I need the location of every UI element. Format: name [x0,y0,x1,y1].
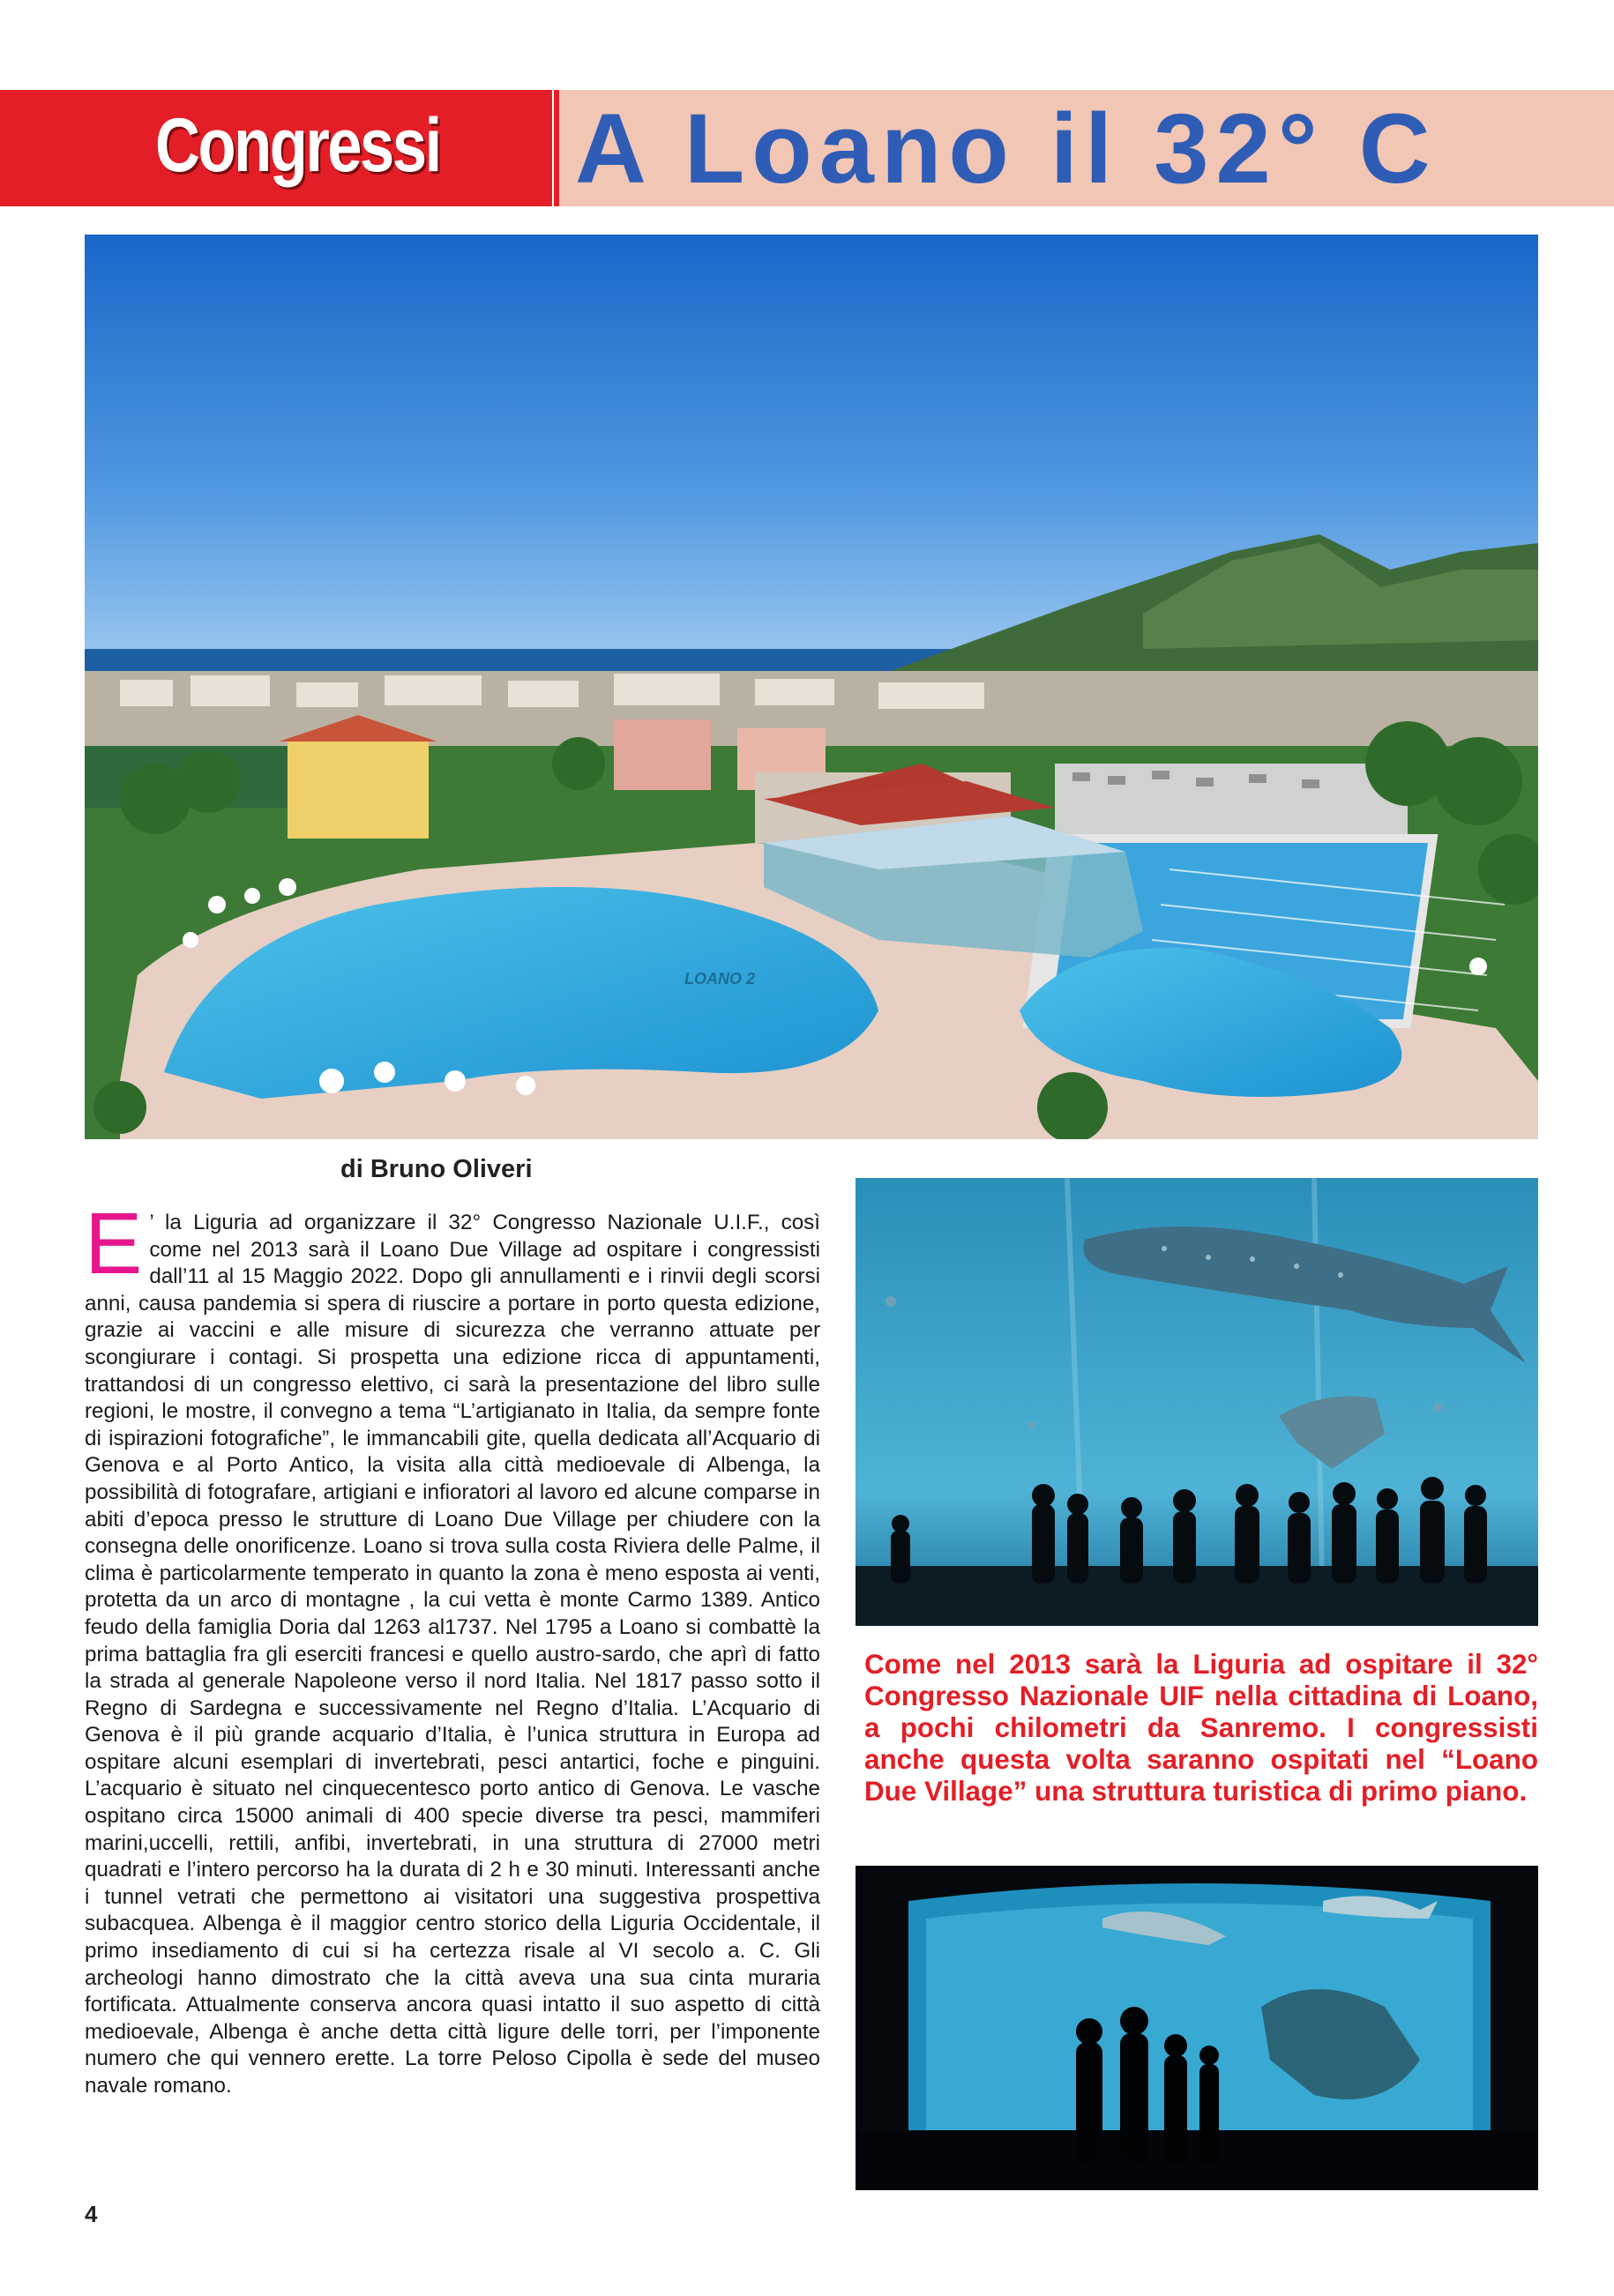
byline: di Bruno Oliveri [340,1155,533,1183]
photo-caption: Come nel 2013 sarà la Liguria ad ospitare il 32° Congresso Nazionale UIF nella cittadina di Loano, a pochi chilometri da Sanremo. I congressisti anche questa volta saranno ospitati nel “Loano Due Village” una struttura turistica di primo piano. [864,1649,1538,1807]
pool-sign: LOANO 2 [684,970,756,988]
section-tag [0,90,552,206]
drop-cap: E [85,1195,143,1292]
title-box [554,90,1614,206]
aquarium-whale-shark-photo [856,1178,1538,1626]
resort-photo [85,235,1538,1139]
article-text: ’ la Liguria ad organizzare il 32° Congresso Nazionale U.I.F., così come nel 2013 sarà il Loano Due Village ad ospitare i congressisti dall’11 al 15 Maggio 2022. Dopo gli annullamenti e i rinvii degli scorsi anni, causa pandemia si spera di riuscire a portare in porto questa edizione, grazie ai vaccini e alle misure di sicurezza che verranno attuate per scongiurare i contagi. Si prospetta una edizione ricca di appuntamenti, trattandosi di un congresso elettivo, ci sarà la presentazione del libro sulle regioni, le mostre, il convegno a tema “L’artigianato in Italia, da sempre fonte di ispirazioni fotografiche”, le immancabili gite, quella dedicata all’Acquario di Genova e al Porto Antico, la visita alla città medioevale di Albenga, la possibilità di fotografare, artigiani e infioratori al lavoro ed alcune comparse in abiti d’epoca presso le strutture di Loano Due Village per chiudere con la consegna delle onorificenze. Loano si trova sulla costa Riviera delle Palme, il clima è particolarmente temperato in quanto la zona è meno esposta ai venti, protetta da un arco di montagne , la cui vetta è monte Carmo 1389. Antico feudo della famiglia Doria dal 1263 al1737. Nel 1795 a Loano si combattè la prima battaglia fra gli eserciti francesi e quello austro-sardo, che aprì di fatto la strada al generale Napoleone verso il nord Italia. Nel 1817 passo sotto il Regno di Sardegna e successivamente nel Regno d’Italia. L’Acquario di Genova è il più grande acquario d’Italia, è l’unica struttura in Europa ad ospitare alcuni esemplari di invertebrati, pesci antartici, foche e pinguini. L’acquario è situato nel cinquecentesco porto antico di Genova. Le vasche ospitano circa 15000 animali di 400 specie diverse tra pesci, mammiferi marini,uccelli, rettili, anfibi, invertebrati, in una struttura di 27000 metri quadrati e l’intero percorso ha la durata di 2 h e 30 minuti. Interessanti anche i tunnel vetrati che permettono ai visitatori una suggestiva prospettiva subacquea. Albenga è il maggior centro storico della Liguria Occidentale, il primo insediamento di cui si ha certezza risale al VI secolo a. C. Gli archeologi hanno dimostrato che la città aveva una sua cinta muraria fortificata. Attualmente conserva ancora quasi intatto il suo aspetto di città medioevale, Albenga è anche detta città ligure delle torri, per l’imponente numero che qui vennero erette. La torre Peloso Cipolla è sede del museo navale romano. [85,1211,820,2098]
header-bar [0,90,1614,206]
page-title: A Loano il 32° C [575,93,1438,204]
aquarium-tunnel-photo [856,1866,1538,2190]
section-label: Congressi [155,103,440,188]
article-body [85,1195,820,2100]
page-number: 4 [85,2201,98,2227]
